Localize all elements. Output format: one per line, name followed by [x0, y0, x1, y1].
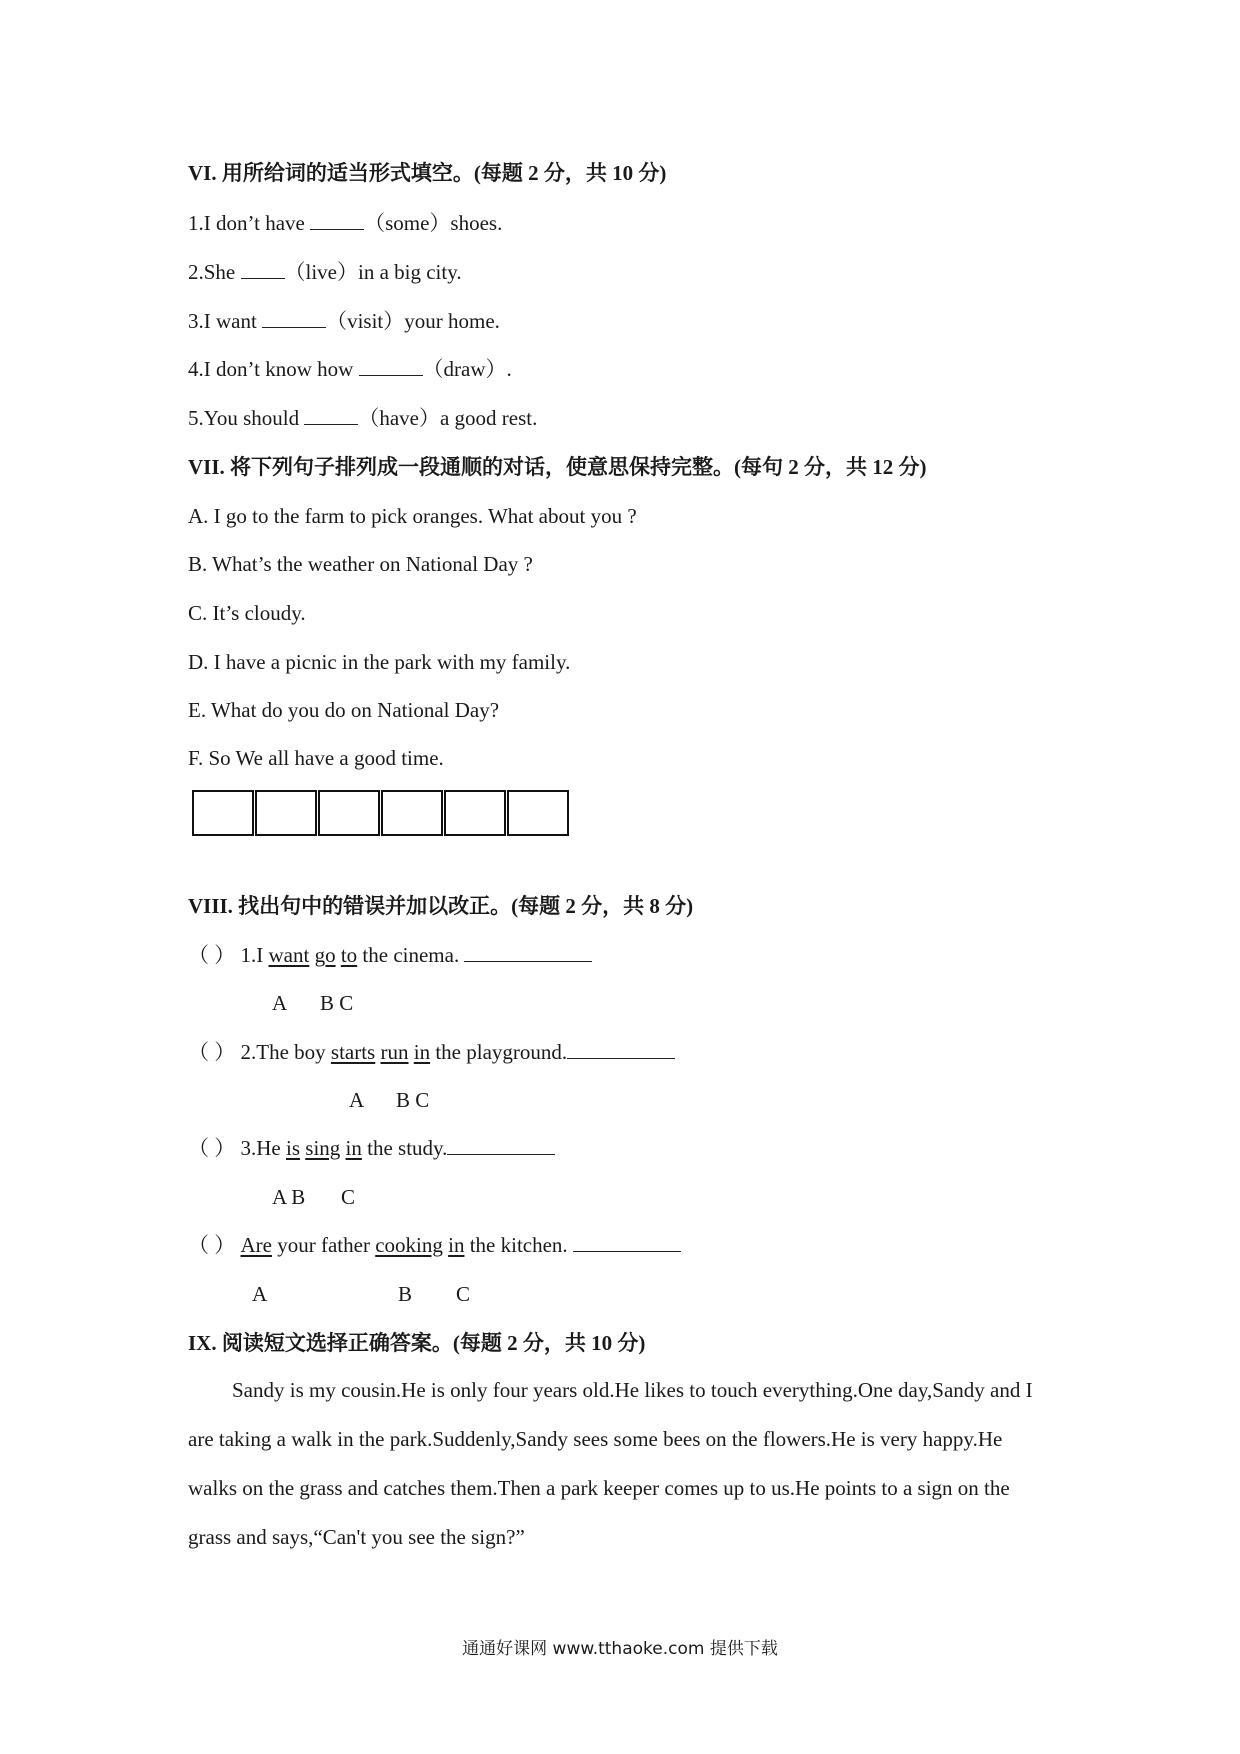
dialogue-option-b: B. What’s the weather on National Day ? — [188, 552, 533, 576]
question-text: 3.He — [240, 1136, 286, 1160]
answer-box-1[interactable] — [192, 790, 254, 836]
page-footer: 通通好课网 www.tthaoke.com 提供下载 — [462, 1639, 778, 1659]
item-text: 4.I don’t know how — [188, 357, 359, 381]
section-9-heading: IX. 阅读短文选择正确答案。(每题 2 分，共 10 分) — [188, 1331, 646, 1355]
option-letter-a: A — [349, 1088, 365, 1112]
option-letter-a: A — [272, 991, 288, 1015]
answer-paren[interactable]: （ ） — [188, 1040, 236, 1064]
question-text: the playground. — [430, 1040, 568, 1064]
option-b-word: sing — [305, 1136, 341, 1160]
fill-blank-item-5 — [188, 405, 537, 431]
dialogue-option-f: F. So We all have a good time. — [188, 746, 444, 770]
item-hint: （live）in a big city. — [284, 260, 462, 284]
dialogue-option-c: C. It’s cloudy. — [188, 601, 306, 625]
option-a-word: starts — [330, 1040, 376, 1064]
answer-blank[interactable] — [359, 357, 423, 376]
answer-box-5[interactable] — [444, 790, 506, 836]
item-text: 1.I don’t have — [188, 211, 311, 235]
option-a-word: is — [286, 1136, 301, 1160]
answer-paren[interactable]: （ ） — [188, 1136, 236, 1160]
item-text: 5.You should — [188, 406, 305, 430]
answer-blank[interactable] — [262, 309, 326, 328]
answer-paren[interactable]: （ ） — [188, 943, 236, 967]
option-c-word: to — [340, 943, 358, 967]
answer-box-4[interactable] — [381, 790, 443, 836]
error-question-3 — [188, 1135, 555, 1161]
item-text: 3.I want — [188, 309, 263, 333]
option-a-word: want — [268, 943, 310, 967]
answer-box-3[interactable] — [318, 790, 380, 836]
error-question-2 — [188, 1039, 675, 1065]
section-7-heading: VII. 将下列句子排列成一段通顺的对话，使意思保持完整。(每句 2 分，共 12 分) — [188, 455, 927, 479]
fill-blank-item-2 — [188, 259, 462, 285]
reading-passage: Sandy is my cousin.He is only four years old.He likes to touch everything.One day,Sandy and I are taking a walk in the park.Suddenly,Sandy sees some bees on the flowers.He is very happy.He walks on the grass and catches them.Then a park keeper comes up to us.He points to a sign on the grass and says,“Can't you see the sign?” — [188, 1378, 1033, 1549]
option-letter-bc: B C — [396, 1088, 430, 1112]
question-text: the cinema. — [357, 943, 465, 967]
option-c-word: in — [448, 1233, 465, 1257]
answer-blank[interactable] — [304, 406, 358, 425]
section-6-heading: VI. 用所给词的适当形式填空。(每题 2 分，共 10 分) — [188, 161, 667, 185]
item-hint: （have）a good rest. — [358, 406, 538, 430]
fill-blank-item-4 — [188, 356, 512, 382]
answer-blank[interactable] — [241, 260, 285, 279]
option-letter-c: C — [341, 1185, 356, 1209]
item-text: 2.She — [188, 260, 241, 284]
option-a-word: Are — [240, 1233, 272, 1257]
option-b-word: go — [314, 943, 336, 967]
dialogue-option-d: D. I have a picnic in the park with my family. — [188, 650, 571, 674]
option-letter-bc: B C — [320, 991, 354, 1015]
correction-blank[interactable] — [567, 1040, 675, 1059]
fill-blank-item-1 — [188, 210, 502, 236]
item-hint: （draw）. — [422, 357, 512, 381]
error-question-1 — [188, 942, 592, 968]
option-letter-b: B — [398, 1282, 413, 1306]
item-hint: （visit）your home. — [326, 309, 500, 333]
answer-box-6[interactable] — [507, 790, 569, 836]
option-c-word: in — [345, 1136, 362, 1160]
option-b-word: cooking — [375, 1233, 443, 1257]
correction-blank[interactable] — [573, 1233, 681, 1252]
section-8-heading: VIII. 找出句中的错误并加以改正。(每题 2 分，共 8 分) — [188, 894, 694, 918]
answer-paren[interactable]: （ ） — [188, 1233, 236, 1257]
dialogue-option-a: A. I go to the farm to pick oranges. What about you ? — [188, 504, 637, 528]
answer-boxes — [192, 790, 570, 836]
option-letter-ab: A B — [272, 1185, 306, 1209]
error-question-4 — [188, 1232, 681, 1258]
correction-blank[interactable] — [464, 943, 592, 962]
question-text: the study. — [361, 1136, 448, 1160]
option-c-word: in — [413, 1040, 431, 1064]
option-b-word: run — [380, 1040, 409, 1064]
question-text: your father — [271, 1233, 376, 1257]
answer-blank[interactable] — [310, 211, 364, 230]
option-letter-c: C — [456, 1282, 471, 1306]
question-text: 1.I — [240, 943, 269, 967]
fill-blank-item-3 — [188, 308, 500, 334]
option-letter-a: A — [252, 1282, 268, 1306]
correction-blank[interactable] — [447, 1136, 555, 1155]
answer-box-2[interactable] — [255, 790, 317, 836]
question-text: the kitchen. — [464, 1233, 573, 1257]
dialogue-option-e: E. What do you do on National Day? — [188, 698, 500, 722]
question-text: 2.The boy — [240, 1040, 331, 1064]
item-hint: （some）shoes. — [364, 211, 503, 235]
